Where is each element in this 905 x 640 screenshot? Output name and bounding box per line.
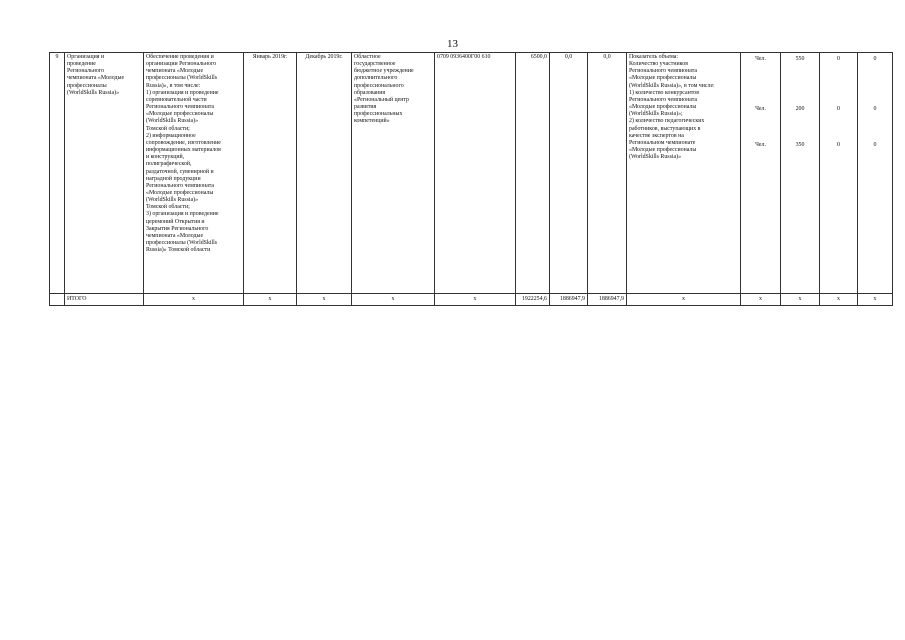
total-x: х: [352, 294, 435, 306]
year3-value: 0: [873, 56, 877, 62]
total-x: х: [781, 294, 820, 306]
year2-value: 0: [837, 56, 840, 62]
total-x: х: [820, 294, 858, 306]
total-sum-2021: 1886947,9: [588, 294, 627, 306]
total-x: х: [435, 294, 516, 306]
year2-value: 0: [837, 106, 840, 113]
year2-cell: [820, 53, 858, 294]
amount-2020: 0,0: [550, 53, 588, 294]
executor: Областное государственное бюджетное учреждение дополнительного профессионального образования «Региональный центр развития профессиональных компетенций»: [352, 53, 435, 294]
event-name: Организация и проведение Регионального чемпионата «Молодые профессионалы (WorldSkills Russia)»: [65, 53, 144, 294]
year2-value: 0: [837, 142, 840, 149]
year3-value: 0: [873, 106, 877, 113]
unit-value: Чел.: [755, 56, 766, 62]
year3-value: 0: [873, 142, 877, 149]
year1-value: 350: [795, 142, 805, 149]
indicator: Показатель объема: Количество участников Регионального чемпионата «Молодые профессионалы (WorldSkills Russia)», в том числе: 1) количество конкурсантов Регионального чемпионата «Молодые профессионалы (WorldSkills Russia)»; 2) количество педагогических работников, выступающих в качестве экспертов на Региональном чемпионате «Молодые профессионалы (WorldSkills Russia)»: [627, 53, 741, 294]
year1-value: 200: [795, 106, 805, 113]
total-x: х: [627, 294, 741, 306]
end-date: Декабрь 2019г.: [297, 53, 352, 294]
total-sum-2019: 1922254,6: [516, 294, 550, 306]
event-description: Обеспечение проведения и организации Регионального чемпионата «Молодые профессионалы (WorldSkills Russia)», в том числе: 1) организация и проведение соревновательной части Регионального чемпионата «Молодые профессионалы (WorldSkills Russia)» Томской области; 2) информационное сопровождение, изготовление информационных материалов и конструкций, полиграфической, раздаточной, сувенирной и наградной продукции Регионального чемпионата «Молодые профессионалы (WorldSkills Russia)» Томской области; 3) организация и проведение церемоний Открытия и Закрытия Регионального чемпионата «Молодые профессионалы (WorldSkills Russia)» Томской области: [144, 53, 244, 294]
program-table: [49, 52, 893, 306]
start-date: Январь 2019г.: [244, 53, 297, 294]
unit-value: Чел.: [755, 142, 766, 149]
amount-2019: 6500,0: [516, 53, 550, 294]
total-x: х: [741, 294, 781, 306]
total-label: ИТОГО: [65, 294, 144, 306]
total-x: х: [858, 294, 893, 306]
budget-code: 0709 0936400Г00 610: [435, 53, 516, 294]
unit-value: Чел.: [755, 106, 766, 113]
page-number: 13: [447, 38, 458, 50]
total-x: х: [244, 294, 297, 306]
total-row: [50, 294, 893, 306]
year3-cell: [858, 53, 893, 294]
total-x: х: [297, 294, 352, 306]
total-empty: [50, 294, 65, 306]
row-number: 9: [50, 53, 65, 294]
total-x: х: [144, 294, 244, 306]
year1-cell: [781, 53, 820, 294]
total-sum-2020: 1886947,9: [550, 294, 588, 306]
year1-value: 550: [795, 56, 805, 62]
units-cell: [741, 53, 781, 294]
amount-2021: 0,0: [588, 53, 627, 294]
table-row: [50, 53, 893, 294]
